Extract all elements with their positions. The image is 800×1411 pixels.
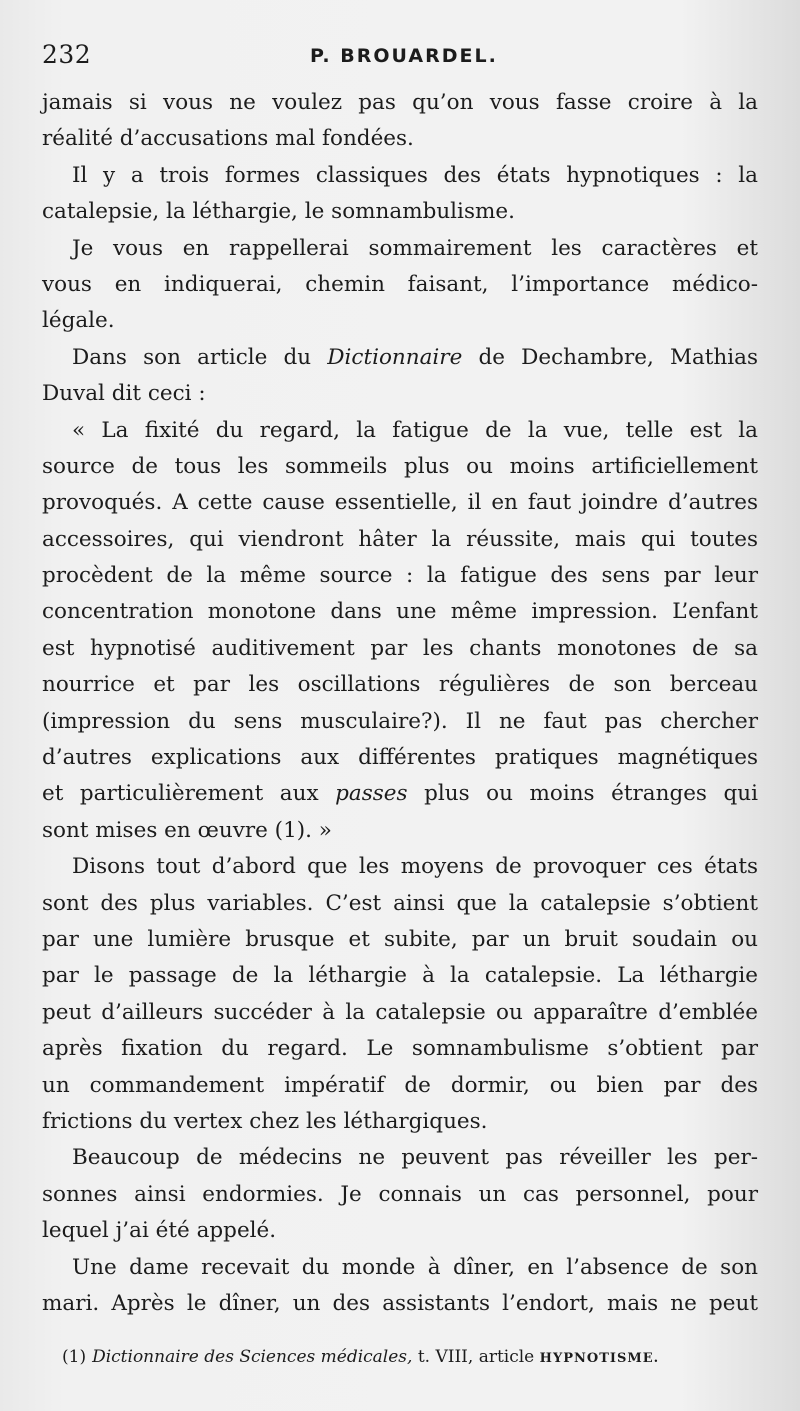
text-line: sonnes ainsi endormies. Je connais un cas personnel, pour xyxy=(42,1181,758,1207)
text-line xyxy=(42,340,758,376)
page-header xyxy=(42,40,758,76)
text-line: vous en indiquerai, chemin faisant, l’importance médico- xyxy=(42,271,758,297)
text-line: lequel j’ai été appelé. xyxy=(42,1218,277,1244)
text-line: Beaucoup de médecins ne peuvent pas réveiller les per- xyxy=(72,1145,758,1171)
page-number: 232 xyxy=(42,40,92,69)
text-line: procèdent de la même source : la fatigue des sens par leur xyxy=(42,563,758,589)
text-line: concentration monotone dans une même impression. L’enfant xyxy=(42,599,758,625)
text-span: Dans son article du xyxy=(72,344,328,370)
footnote-title: Dictionnaire des Sciences médicales, xyxy=(92,1347,413,1367)
text-line: catalepsie, la léthargie, le somnambulisme. xyxy=(42,199,515,225)
text-span: plus ou moins étranges qui xyxy=(407,781,758,807)
text-line: nourrice et par les oscillations régulières de son berceau xyxy=(42,672,758,698)
text-line: sont des plus variables. C’est ainsi que la catalepsie s’obtient xyxy=(42,890,758,916)
text-line: Disons tout d’abord que les moyens de provoquer ces états xyxy=(72,854,758,880)
text-line: jamais si vous ne voulez pas qu’on vous fasse croire à la xyxy=(42,90,758,115)
text-span: et particulièrement aux xyxy=(42,781,336,807)
text-line: mari. Après le dîner, un des assistants l’endort, mais ne peut xyxy=(42,1290,758,1316)
text-line: sont mises en œuvre (1). » xyxy=(42,817,332,843)
text-line: accessoires, qui viendront hâter la réussite, mais qui toutes xyxy=(42,526,758,552)
text-line: un commandement impératif de dormir, ou bien par des xyxy=(42,1072,758,1098)
text-line: (impression du sens musculaire?). Il ne faut pas chercher xyxy=(42,708,758,734)
text-line: « La fixité du regard, la fatigue de la vue, telle est la xyxy=(72,417,758,443)
text-line: frictions du vertex chez les léthargiques. xyxy=(42,1108,488,1134)
italic-word: passes xyxy=(335,781,408,807)
text-line: Il y a trois formes classiques des états hypnotiques : la xyxy=(72,162,758,188)
text-line: d’autres explications aux différentes pratiques magnétiques xyxy=(42,745,758,771)
text-line: Duval dit ceci : xyxy=(42,381,206,407)
text-line: légale. xyxy=(42,308,115,334)
text-line: peut d’ailleurs succéder à la catalepsie ou apparaître d’emblée xyxy=(42,999,758,1025)
italic-title: Dictionnaire xyxy=(327,344,463,370)
footnote xyxy=(62,1347,762,1367)
text-line: après fixation du regard. Le somnambulisme s’obtient par xyxy=(42,1036,758,1062)
text-span: de Dechambre, Mathias xyxy=(462,344,758,370)
text-line xyxy=(42,776,758,812)
text-line: est hypnotisé auditivement par les chants monotones de sa xyxy=(42,635,758,661)
footnote-term: HYPNOTISME. xyxy=(539,1351,660,1366)
text-line: source de tous les sommeils plus ou moins artificiellement xyxy=(42,453,758,479)
text-line: par le passage de la léthargie à la catalepsie. La léthargie xyxy=(42,963,758,989)
footnote-mark: (1) xyxy=(62,1347,87,1367)
text-line: Une dame recevait du monde à dîner, en l’absence de son xyxy=(72,1254,758,1280)
text-line: par une lumière brusque et subite, par un bruit soudain ou xyxy=(42,926,758,952)
footnote-ref: t. VIII, article xyxy=(412,1347,540,1367)
text-line: provoqués. A cette cause essentielle, il en faut joindre d’autres xyxy=(42,490,758,516)
running-head: P. BROUARDEL. xyxy=(310,45,498,67)
text-line: réalité d’accusations mal fondées. xyxy=(42,126,414,152)
text-line: Je vous en rappellerai sommairement les caractères et xyxy=(72,235,758,261)
body-text xyxy=(42,85,758,1322)
